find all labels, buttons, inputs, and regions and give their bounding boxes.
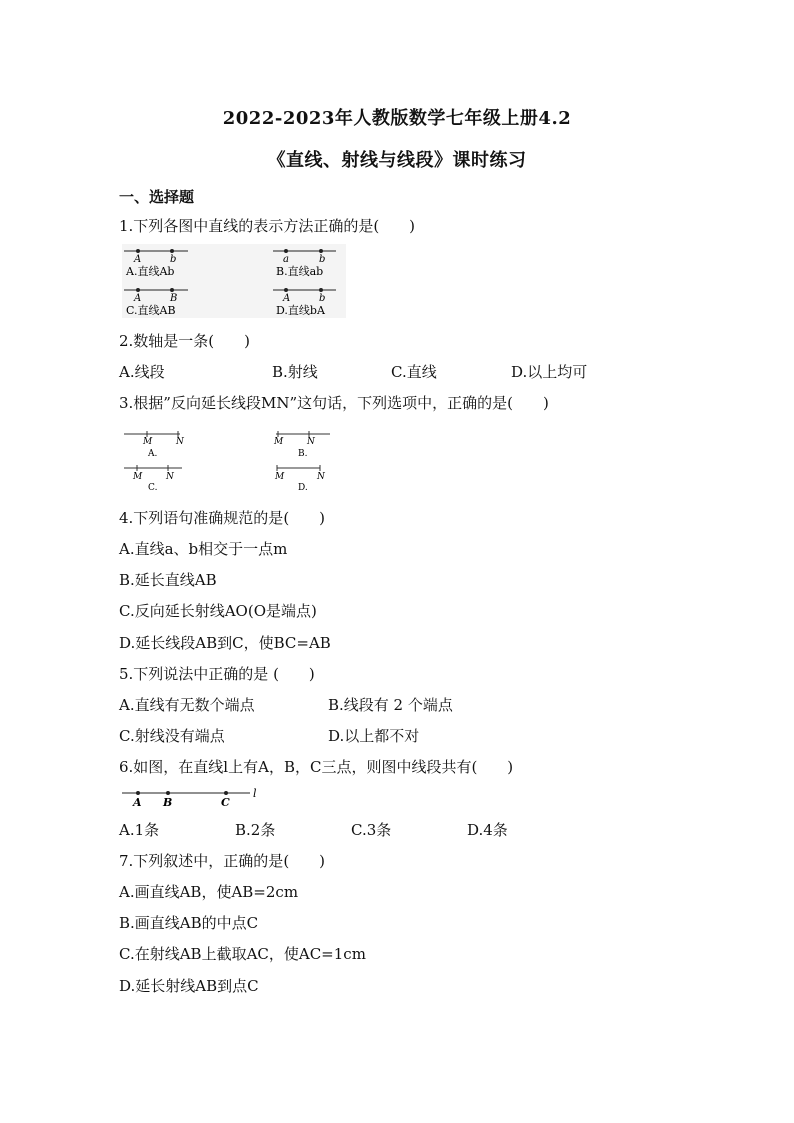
q3-stem: 3.根据”反向延长线段MN”这句话，下列选项中，正确的是( ) — [119, 394, 549, 412]
q3-b-n: N — [307, 437, 315, 447]
q3-fig-a — [124, 431, 185, 459]
q3-b-caption: B. — [298, 449, 308, 459]
q4-option-d: D.延长线段AB到C，使BC=AB — [119, 634, 331, 652]
q7-option-d: D.延长射线AB到点C — [119, 977, 259, 995]
q3-d-m: M — [275, 472, 285, 482]
q1-c-p2: B — [170, 293, 178, 304]
q2-option-c: C.直线 — [391, 363, 437, 381]
q3-b-m: M — [274, 437, 284, 447]
q1-figure — [122, 244, 346, 318]
q3-c-n: N — [166, 472, 174, 482]
q1-b-p1: a — [283, 254, 289, 265]
q5-option-c: C.射线没有端点 — [119, 727, 225, 745]
q3-fig-c — [124, 465, 182, 492]
q6-point-a: A — [133, 796, 142, 809]
q1-a-caption: A.直线Ab — [126, 265, 175, 278]
q6-option-a: A.1条 — [119, 821, 160, 839]
q2-option-b: B.射线 — [272, 363, 318, 381]
q1-a-p2: b — [170, 254, 177, 265]
section-heading: 一、选择题 — [119, 188, 195, 206]
q1-a-p1: A — [134, 254, 142, 265]
doc-title-line1: 2022-2023年人教版数学七年级上册4.2 — [222, 108, 572, 129]
q1-d-p2: b — [319, 293, 326, 304]
q6-line-l: l — [253, 787, 257, 800]
q7-option-c: C.在射线AB上截取AC，使AC=1cm — [119, 945, 366, 963]
q4-option-b: B.延长直线AB — [119, 571, 217, 589]
q4-stem: 4.下列语句准确规范的是( ) — [119, 509, 326, 527]
q4-option-c: C.反向延长射线AO(O是端点) — [119, 602, 317, 620]
q4-option-a: A.直线a、b相交于一点m — [119, 540, 288, 558]
q3-fig-b — [273, 431, 330, 459]
q3-figure — [120, 428, 335, 492]
q1-c-p1: A — [134, 293, 142, 304]
q1-stem: 1.下列各图中直线的表示方法正确的是( ) — [119, 217, 416, 235]
q1-c-caption: C.直线AB — [126, 304, 176, 317]
q6-option-c: C.3条 — [351, 821, 392, 839]
q6-option-b: B.2条 — [235, 821, 276, 839]
q1-b-caption: B.直线ab — [276, 265, 324, 278]
q6-option-d: D.4条 — [467, 821, 508, 839]
q3-a-caption: A. — [148, 449, 158, 459]
q6-figure — [120, 787, 265, 809]
q1-d-caption: D.直线bA — [276, 304, 325, 317]
q5-option-d: D.以上都不对 — [328, 727, 420, 745]
q1-b-p2: b — [319, 254, 326, 265]
q6-point-c: C — [221, 796, 230, 809]
q7-stem: 7.下列叙述中，正确的是( ) — [119, 852, 326, 870]
q5-option-a: A.直线有无数个端点 — [119, 696, 255, 714]
q3-fig-d — [274, 465, 326, 492]
q3-d-caption: D. — [298, 483, 308, 492]
q7-option-a: A.画直线AB，使AB=2cm — [119, 883, 299, 901]
q2-option-d: D.以上均可 — [511, 363, 588, 381]
q7-option-b: B.画直线AB的中点C — [119, 914, 259, 932]
q3-a-m: M — [143, 437, 153, 447]
q3-a-n: N — [176, 437, 184, 447]
doc-title-line2: 《直线、射线与线段》课时练习 — [267, 150, 527, 171]
q6-stem: 6.如图，在直线l上有A，B，C三点，则图中线段共有( ) — [119, 758, 514, 776]
q3-c-m: M — [133, 472, 143, 482]
q1-d-p1: A — [283, 293, 291, 304]
q5-option-b: B.线段有 2 个端点 — [328, 696, 453, 714]
q6-point-b: B — [163, 796, 173, 809]
q3-c-caption: C. — [148, 483, 158, 492]
q2-stem: 2.数轴是一条( ) — [119, 332, 251, 350]
q2-option-a: A.线段 — [119, 363, 165, 381]
q3-d-n: N — [317, 472, 325, 482]
q5-stem: 5.下列说法中正确的是 ( ) — [119, 665, 315, 683]
